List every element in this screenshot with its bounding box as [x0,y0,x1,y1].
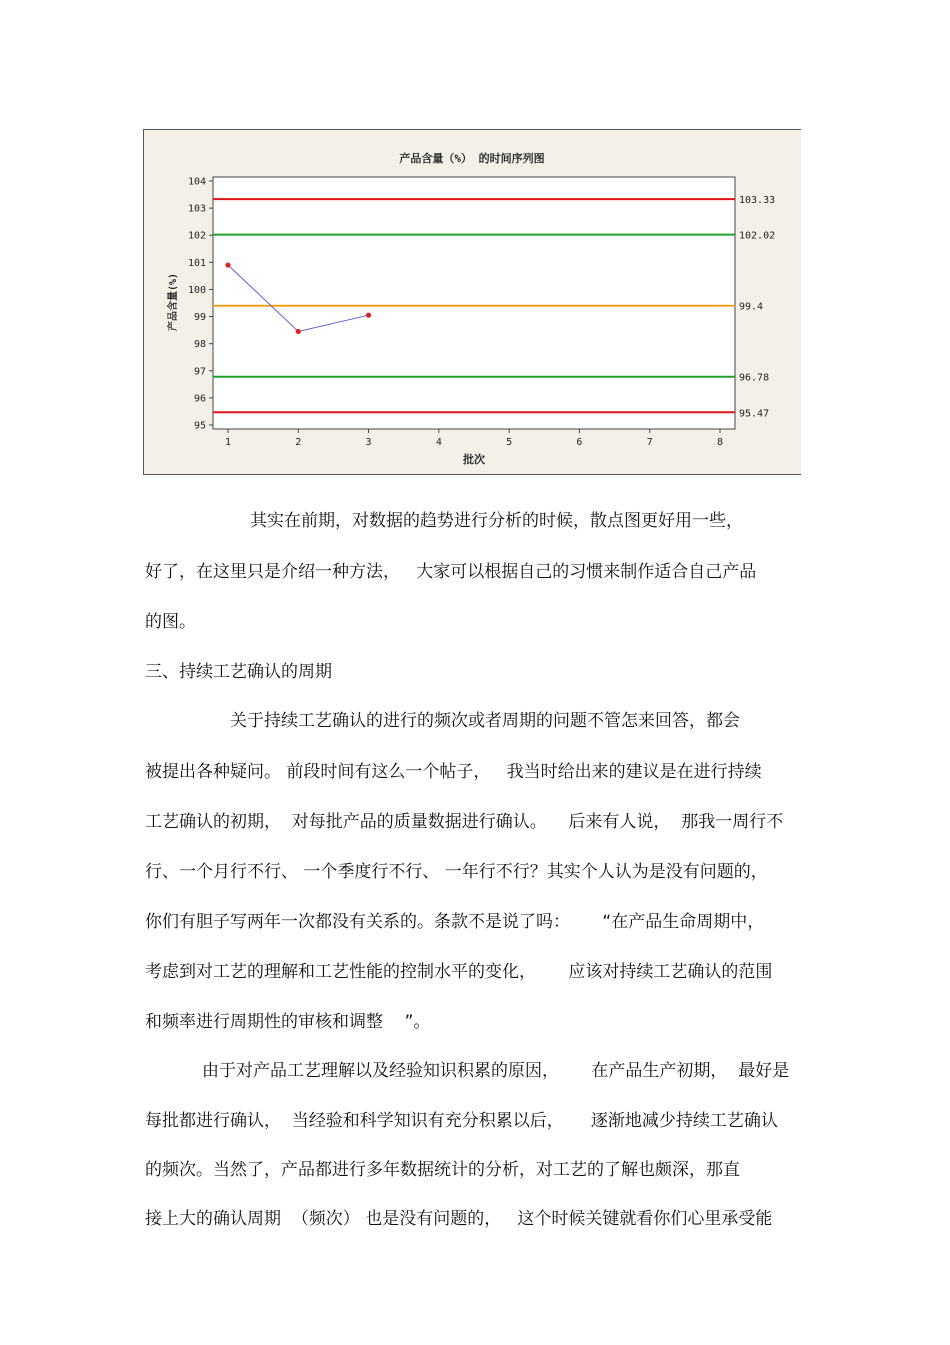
y-tick-label: 104 [187,176,206,188]
text-line: 由于对产品工艺理解以及经验知识积累的原因， 在产品生产初期， 最好是 [202,1061,790,1081]
y-tick-label: 103 [187,203,206,215]
text-line: 每批都进行确认， 当经验和科学知识有充分积累以后， 逐渐地减少持续工艺确认 [145,1111,778,1131]
data-point [225,262,230,267]
data-point [366,313,371,318]
y-tick-label: 97 [193,366,206,378]
y-tick-label: 101 [187,257,206,269]
chart-title: 产品含量（%） 的时间序列图 [399,152,545,165]
x-tick-label: 6 [576,437,583,448]
plot-area [188,177,775,449]
x-tick-label: 8 [716,437,724,448]
y-tick-label: 98 [193,339,206,351]
x-tick-label: 4 [435,437,442,448]
reference-line-label: 102.02 [739,230,776,242]
y-tick-label: 99 [193,312,206,324]
text-line: 你们有胆子写两年一次都没有关系的。条款不是说了吗： “在产品生命周期中， [145,912,765,932]
text-line: 和频率进行周期性的审核和调整 ”。 [145,1012,431,1032]
x-tick-label: 1 [224,437,232,448]
reference-line-label: 103.33 [739,195,776,207]
text-line: 工艺确认的初期， 对每批产品的质量数据进行确认。 后来有人说， 那我一周行不 [145,812,784,832]
y-tick-label: 95 [193,420,206,432]
text-line: 被提出各种疑问。 前段时间有这么一个帖子， 我当时给出来的建议是在进行持续 [145,762,762,782]
text-line: 好了，在这里只是介绍一种方法， 大家可以根据自己的习惯来制作适合自己产品 [145,562,757,582]
text-line: 接上大的确认周期 （频次） 也是没有问题的， 这个时候关键就看你们心里承受能 [145,1209,773,1229]
x-tick-label: 2 [295,437,302,448]
data-point [296,329,301,334]
text-line: 其实在前期，对数据的趋势进行分析的时候，散点图更好用一些， [250,511,743,531]
y-tick-label: 102 [187,230,206,242]
text-line: 的频次。当然了，产品都进行多年数据统计的分析，对工艺的了解也颇深，那直 [145,1160,740,1180]
x-tick-label: 7 [646,437,653,448]
chart-canvas [144,130,801,475]
text-line: 关于持续工艺确认的进行的频次或者周期的问题不管怎来回答，都会 [230,711,740,731]
x-tick-label: 3 [365,437,372,448]
text-line: 行、一个月行不行、 一个季度行不行、 一年行不行？其实个人认为是没有问题的， [145,862,768,882]
section-heading: 三、持续工艺确认的周期 [145,662,332,682]
reference-line-label: 95.47 [739,408,770,420]
text-line: 考虑到对工艺的理解和工艺性能的控制水平的变化， 应该对持续工艺确认的范围 [145,962,773,982]
reference-line-label: 96.78 [739,372,770,384]
y-tick-label: 100 [187,284,206,296]
time-series-chart [143,129,801,475]
x-tick-label: 5 [506,437,513,448]
reference-line-label: 99.4 [739,301,764,313]
y-tick-label: 96 [193,393,206,405]
plot-box [213,177,735,429]
x-axis-label: 批次 [463,453,485,466]
text-line: 的图。 [145,612,196,632]
y-axis-label: 产品含量(%) [168,272,179,332]
